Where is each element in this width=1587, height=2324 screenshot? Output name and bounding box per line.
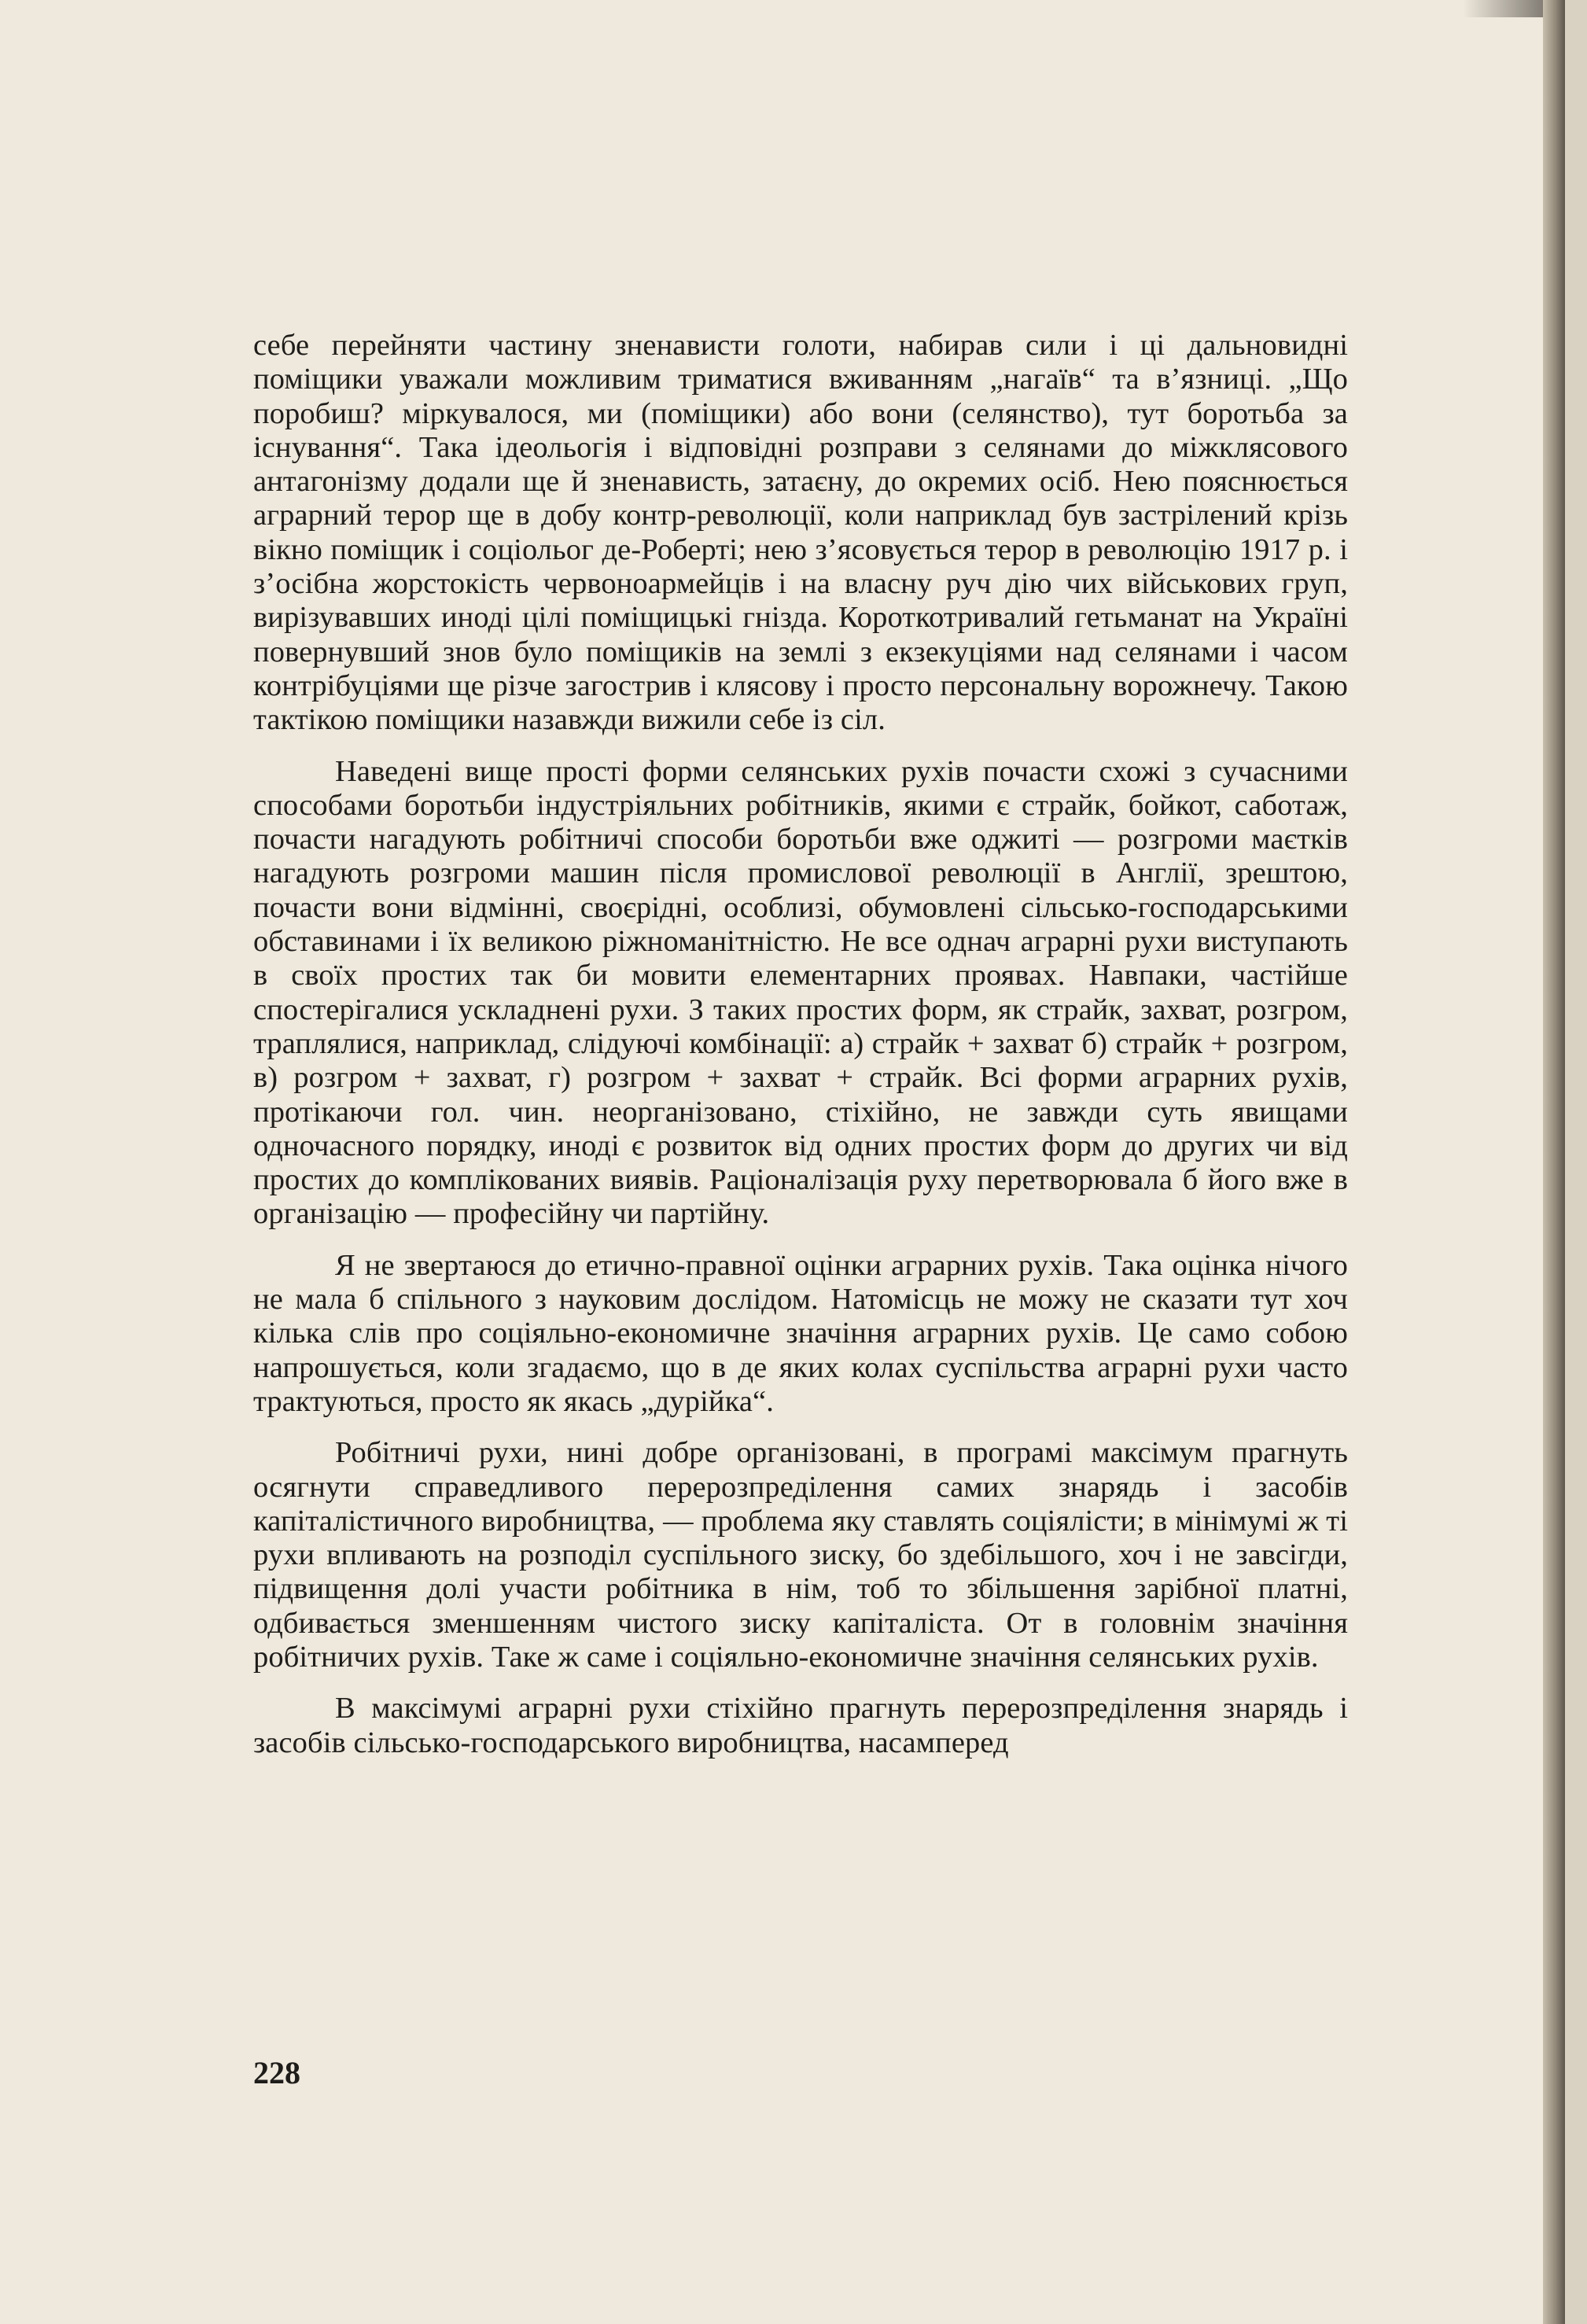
body-text xyxy=(253,329,1348,1777)
paragraph-3: Я не звертаюся до етично-правної оцінки аграрних рухів. Така оцінка нічого не мала б спільного з науковим дослідом. Натомісць не можу не сказати тут хоч кілька слів про соціяльно-економичне значіння аграрних рухів. Це само собою напрошується, коли згадаємо, що в де яких колах суспільства аграрні рухи часто трактуються, просто як якась „дурійка“. xyxy=(253,1248,1348,1418)
paragraph-5: В максімумі аграрні рухи стіхійно прагнуть перерозпреділення знарядь і засобів сільсько-господарського виробництва, насамперед xyxy=(253,1692,1348,1759)
page-edge xyxy=(1543,0,1565,2324)
paragraph-4: Робітничі рухи, нині добре організовані, в програмі максімум прагнуть осягнути справедливого перерозпреділення самих знарядь і засобів капіталістичного виробництва, — проблема яку ставлять соціялісти; в мінімумі ж ті рухи впливають на розподіл суспільного зиску, бо здебільшого, хоч і не завсігди, підвищення долі участи робітника в нім, тоб то збільшення зарібної платні, одбивається зменшенням чистого зиску капіталіста. От в головнім значіння робітничих рухів. Таке ж саме і соціяльно-економичне значіння селянських рухів. xyxy=(253,1436,1348,1674)
paragraph-1: себе перейняти частину зненависти голоти, набирав сили і ці дальновидні поміщики уважали можливим триматися вживанням „нагаїв“ та в’язниці. „Що поробиш? міркувалося, ми (поміщики) або вони (селянство), тут боротьба за існування“. Така ідеольогія і відповідні розправи з селянами до міжклясового антагонізму додали ще й зненависть, затаєну, до окремих осіб. Нею пояснюється аграрний терор ще в добу контр-революції, коли наприклад був застрілений крізь вікно поміщик і соціольог де-Роберті; нею з’ясовується терор в революцію 1917 р. і з’осібна жорстокість червоноармейців і на власну руч дію чих військових груп, вирізувавших иноді цілі поміщицькі гнізда. Короткотривалий гетьманат на Україні повернувший знов було поміщиків на землі з екзекуціями над селянами і часом контрібуціями ще різче загострив і клясову і просто персональну ворожнечу. Такою тактікою поміщики назавжди вижили себе із сіл. xyxy=(253,329,1348,737)
paragraph-2: Наведені вище прості форми селянських рухів почасти схожі з сучасними способами боротьби індустріяльних робітників, якими є страйк, бойкот, саботаж, почасти нагадують робітничі способи боротьби вже оджиті — розгроми маєтків нагадують розгроми машин після промислової революції в Англії, зрештою, почасти вони відмінні, своєрідні, особлизі, обумовлені сільсько-господарськими обставинами і їх великою ріжноманітністю. Не все однач аграрні рухи виступають в своїх простих так би мовити елементарних проявах. Навпаки, частійше спостерігалися ускладнені рухи. З таких простих форм, як страйк, захват, розгром, траплялися, наприклад, слідуючі комбінації: а) страйк + захват б) страйк + розгром, в) розгром + захват, г) розгром + захват + страйк. Всі форми аграрних рухів, протікаючи гол. чин. неорганізовано, стіхійно, не завжди суть явищами одночасного порядку, иноді є розвиток від одних простих форм до других чи від простих до комплікованих виявів. Раціоналізація руху перетворювала б його вже в організацію — професійну чи партійну. xyxy=(253,754,1348,1231)
page-number: 228 xyxy=(253,2055,300,2090)
